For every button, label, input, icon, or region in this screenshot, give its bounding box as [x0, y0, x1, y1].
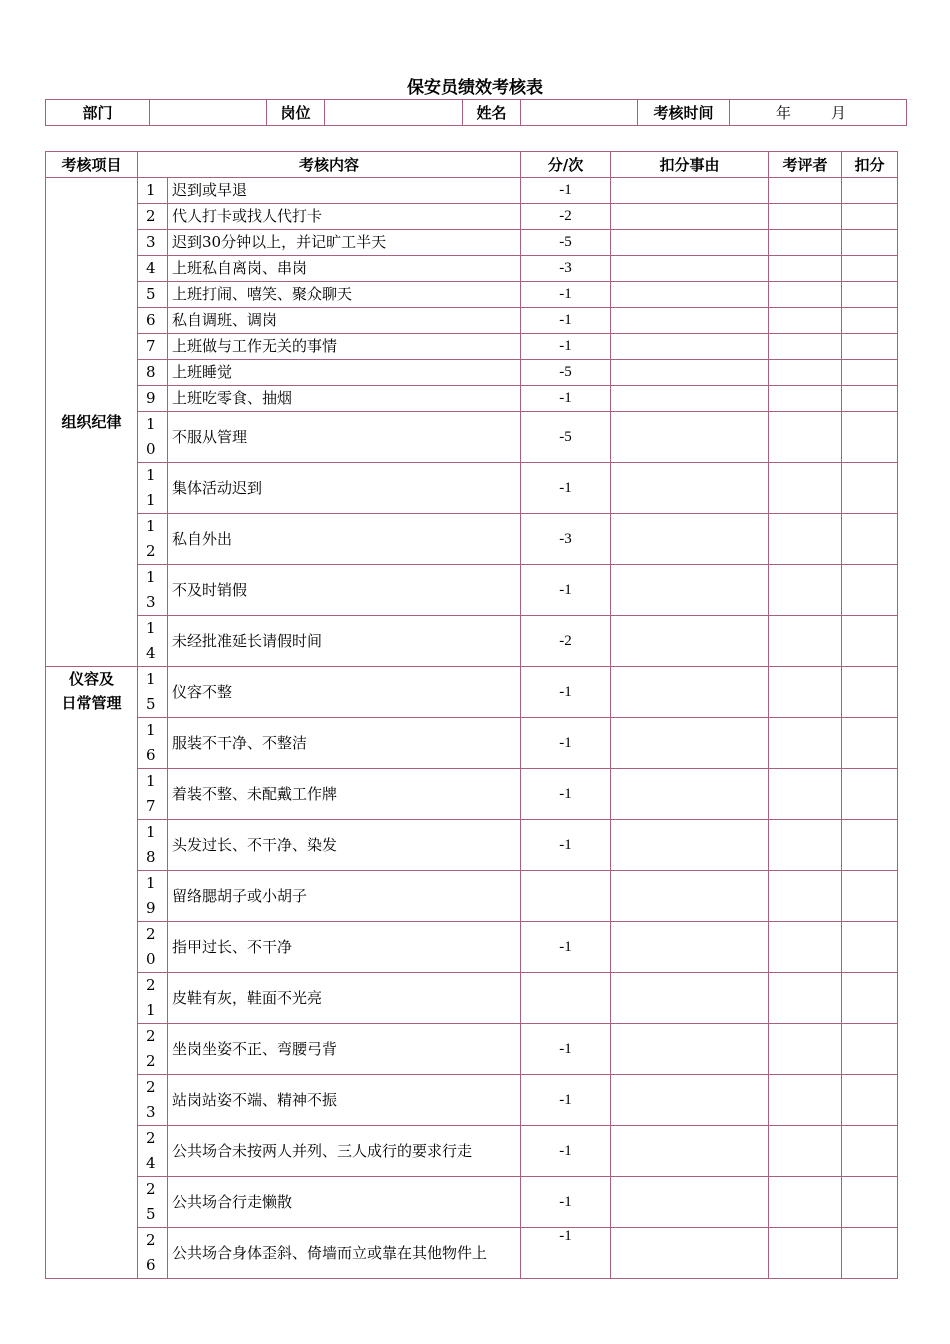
table-row [46, 973, 898, 1024]
deduction-cell[interactable] [842, 204, 898, 230]
item-description: 公共场合身体歪斜、倚墙而立或靠在其他物件上 [168, 1228, 521, 1279]
deduction-cell[interactable] [842, 973, 898, 1024]
item-points: -1 [521, 922, 611, 973]
item-description: 集体活动迟到 [168, 463, 521, 514]
deduction-cell[interactable] [842, 1177, 898, 1228]
table-row [46, 360, 898, 386]
deduction-cell[interactable] [842, 616, 898, 667]
item-points: -1 [521, 386, 611, 412]
table-row [46, 178, 898, 204]
table-row [46, 1075, 898, 1126]
reviewer-cell[interactable] [769, 1126, 842, 1177]
item-number: 1 9 [138, 871, 168, 922]
item-description: 皮鞋有灰，鞋面不光亮 [168, 973, 521, 1024]
assessment-table [45, 151, 898, 1279]
item-points: -1 [521, 769, 611, 820]
category-appearance-line1: 仪容及 [68, 670, 114, 688]
post-field[interactable] [325, 100, 463, 126]
item-number: 3 [138, 230, 168, 256]
reason-cell[interactable] [611, 1228, 769, 1279]
item-description: 服装不干净、不整洁 [168, 718, 521, 769]
table-row [46, 871, 898, 922]
item-points: -1 [521, 178, 611, 204]
item-points: -1 [521, 718, 611, 769]
deduction-cell[interactable] [842, 667, 898, 718]
deduction-cell[interactable] [842, 360, 898, 386]
table-row [46, 769, 898, 820]
reason-cell[interactable] [611, 412, 769, 463]
item-number: 5 [138, 282, 168, 308]
reason-cell[interactable] [611, 973, 769, 1024]
deduction-cell[interactable] [842, 178, 898, 204]
deduction-cell[interactable] [842, 282, 898, 308]
item-number: 1 7 [138, 769, 168, 820]
item-points: -1 [521, 565, 611, 616]
reason-cell[interactable] [611, 178, 769, 204]
reviewer-cell[interactable] [769, 412, 842, 463]
deduction-cell[interactable] [842, 386, 898, 412]
reviewer-cell[interactable] [769, 256, 842, 282]
item-points: -1 [521, 667, 611, 718]
item-points [521, 973, 611, 1024]
item-number: 8 [138, 360, 168, 386]
reason-cell[interactable] [611, 256, 769, 282]
reviewer-cell[interactable] [769, 204, 842, 230]
item-number: 7 [138, 334, 168, 360]
reason-cell[interactable] [611, 360, 769, 386]
item-description: 上班做与工作无关的事情 [168, 334, 521, 360]
item-description: 留络腮胡子或小胡子 [168, 871, 521, 922]
reviewer-cell[interactable] [769, 178, 842, 204]
time-field[interactable] [730, 100, 907, 126]
item-description: 上班吃零食、抽烟 [168, 386, 521, 412]
item-description: 私自调班、调岗 [168, 308, 521, 334]
reviewer-cell[interactable] [769, 565, 842, 616]
table-row [46, 230, 898, 256]
reviewer-cell[interactable] [769, 871, 842, 922]
item-description: 迟到或早退 [168, 178, 521, 204]
table-row [46, 616, 898, 667]
table-row [46, 282, 898, 308]
year-label: 年 [775, 104, 791, 122]
item-number: 1 0 [138, 412, 168, 463]
item-points: -3 [521, 514, 611, 565]
reviewer-cell[interactable] [769, 360, 842, 386]
item-description: 公共场合未按两人并列、三人成行的要求行走 [168, 1126, 521, 1177]
item-number: 2 4 [138, 1126, 168, 1177]
table-row [46, 386, 898, 412]
table-row [46, 308, 898, 334]
name-label: 姓名 [463, 100, 521, 126]
reason-cell[interactable] [611, 514, 769, 565]
item-number: 1 8 [138, 820, 168, 871]
item-description: 着装不整、未配戴工作牌 [168, 769, 521, 820]
header-info-table [45, 99, 907, 126]
item-points: -1 [521, 1024, 611, 1075]
reviewer-cell[interactable] [769, 616, 842, 667]
deduction-cell[interactable] [842, 565, 898, 616]
item-number: 4 [138, 256, 168, 282]
item-number: 9 [138, 386, 168, 412]
item-description: 上班私自离岗、串岗 [168, 256, 521, 282]
reviewer-cell[interactable] [769, 820, 842, 871]
item-description: 仪容不整 [168, 667, 521, 718]
table-row [46, 718, 898, 769]
item-points: -3 [521, 256, 611, 282]
deduction-cell[interactable] [842, 1126, 898, 1177]
reason-cell[interactable] [611, 1075, 769, 1126]
table-row [46, 412, 898, 463]
table-row [46, 1126, 898, 1177]
deduction-cell[interactable] [842, 769, 898, 820]
dept-label: 部门 [46, 100, 150, 126]
name-field[interactable] [521, 100, 638, 126]
table-row [46, 256, 898, 282]
col-header-item: 考核项目 [46, 152, 138, 178]
deduction-cell[interactable] [842, 871, 898, 922]
item-number: 1 4 [138, 616, 168, 667]
col-header-reason: 扣分事由 [611, 152, 769, 178]
item-points: -5 [521, 360, 611, 386]
reason-cell[interactable] [611, 820, 769, 871]
col-header-points: 分/次 [521, 152, 611, 178]
deduction-cell[interactable] [842, 820, 898, 871]
item-number: 1 6 [138, 718, 168, 769]
deduction-cell[interactable] [842, 514, 898, 565]
item-points: -1 [521, 334, 611, 360]
time-label: 考核时间 [638, 100, 730, 126]
reason-cell[interactable] [611, 922, 769, 973]
dept-field[interactable] [150, 100, 267, 126]
table-row [46, 1228, 898, 1279]
reason-cell[interactable] [611, 667, 769, 718]
reason-cell[interactable] [611, 565, 769, 616]
table-row [46, 565, 898, 616]
item-points: -1 [521, 1177, 611, 1228]
category-appearance-line2: 日常管理 [61, 694, 122, 712]
deduction-cell[interactable] [842, 922, 898, 973]
table-row [46, 463, 898, 514]
item-number: 1 5 [138, 667, 168, 718]
reviewer-cell[interactable] [769, 386, 842, 412]
item-number: 2 2 [138, 1024, 168, 1075]
item-points [521, 871, 611, 922]
item-description: 代人打卡或找人代打卡 [168, 204, 521, 230]
item-description: 未经批准延长请假时间 [168, 616, 521, 667]
item-number: 6 [138, 308, 168, 334]
deduction-cell[interactable] [842, 1024, 898, 1075]
reviewer-cell[interactable] [769, 514, 842, 565]
table-row [46, 1177, 898, 1228]
item-points: -1 [521, 1075, 611, 1126]
col-header-deduction: 扣分 [842, 152, 898, 178]
table-row [46, 334, 898, 360]
deduction-cell[interactable] [842, 463, 898, 514]
reason-cell[interactable] [611, 616, 769, 667]
reason-cell[interactable] [611, 230, 769, 256]
deduction-cell[interactable] [842, 334, 898, 360]
item-description: 站岗站姿不端、精神不振 [168, 1075, 521, 1126]
reviewer-cell[interactable] [769, 230, 842, 256]
table-row [46, 922, 898, 973]
form-title: 保安员绩效考核表 [407, 78, 543, 98]
item-number: 2 6 [138, 1228, 168, 1279]
reviewer-cell[interactable] [769, 667, 842, 718]
category-appearance [46, 667, 138, 1279]
reason-cell[interactable] [611, 1024, 769, 1075]
item-points: -1 [521, 1126, 611, 1177]
reviewer-cell[interactable] [769, 1177, 842, 1228]
reason-cell[interactable] [611, 1126, 769, 1177]
category-discipline: 组织纪律 [46, 178, 138, 667]
reason-cell[interactable] [611, 334, 769, 360]
item-description: 不服从管理 [168, 412, 521, 463]
item-points: -2 [521, 204, 611, 230]
table-row [46, 514, 898, 565]
deduction-cell[interactable] [842, 1228, 898, 1279]
item-points: -1 [521, 820, 611, 871]
reviewer-cell[interactable] [769, 973, 842, 1024]
item-description: 指甲过长、不干净 [168, 922, 521, 973]
reason-cell[interactable] [611, 871, 769, 922]
reason-cell[interactable] [611, 1177, 769, 1228]
deduction-cell[interactable] [842, 230, 898, 256]
item-number: 1 1 [138, 463, 168, 514]
item-description: 上班睡觉 [168, 360, 521, 386]
reviewer-cell[interactable] [769, 463, 842, 514]
item-description: 头发过长、不干净、染发 [168, 820, 521, 871]
table-row [46, 204, 898, 230]
item-points: -5 [521, 412, 611, 463]
col-header-content: 考核内容 [138, 152, 521, 178]
reviewer-cell[interactable] [769, 1075, 842, 1126]
item-points: -5 [521, 230, 611, 256]
reason-cell[interactable] [611, 308, 769, 334]
item-number: 1 2 [138, 514, 168, 565]
item-number: 2 3 [138, 1075, 168, 1126]
col-header-reviewer: 考评者 [769, 152, 842, 178]
reason-cell[interactable] [611, 386, 769, 412]
item-number: 1 3 [138, 565, 168, 616]
table-row [46, 820, 898, 871]
item-points: -1 [521, 463, 611, 514]
item-points: -1 [521, 308, 611, 334]
item-number: 2 0 [138, 922, 168, 973]
item-description: 公共场合行走懒散 [168, 1177, 521, 1228]
item-description: 不及时销假 [168, 565, 521, 616]
deduction-cell[interactable] [842, 308, 898, 334]
item-description: 迟到30分钟以上，并记旷工半天 [168, 230, 521, 256]
item-description: 私自外出 [168, 514, 521, 565]
reviewer-cell[interactable] [769, 718, 842, 769]
table-row [46, 667, 898, 718]
month-label: 月 [831, 104, 847, 122]
item-points: -1 [521, 1228, 611, 1279]
reviewer-cell[interactable] [769, 308, 842, 334]
reason-cell[interactable] [611, 204, 769, 230]
item-points: -1 [521, 282, 611, 308]
reason-cell[interactable] [611, 718, 769, 769]
item-number: 2 [138, 204, 168, 230]
deduction-cell[interactable] [842, 412, 898, 463]
reason-cell[interactable] [611, 769, 769, 820]
deduction-cell[interactable] [842, 718, 898, 769]
item-description: 坐岗坐姿不正、弯腰弓背 [168, 1024, 521, 1075]
item-points: -2 [521, 616, 611, 667]
reviewer-cell[interactable] [769, 769, 842, 820]
item-number: 1 [138, 178, 168, 204]
post-label: 岗位 [267, 100, 325, 126]
reason-cell[interactable] [611, 282, 769, 308]
reviewer-cell[interactable] [769, 1228, 842, 1279]
reviewer-cell[interactable] [769, 922, 842, 973]
item-description: 上班打闹、嘻笑、聚众聊天 [168, 282, 521, 308]
table-row [46, 1024, 898, 1075]
deduction-cell[interactable] [842, 1075, 898, 1126]
reviewer-cell[interactable] [769, 334, 842, 360]
reviewer-cell[interactable] [769, 282, 842, 308]
reviewer-cell[interactable] [769, 1024, 842, 1075]
item-number: 2 5 [138, 1177, 168, 1228]
reason-cell[interactable] [611, 463, 769, 514]
deduction-cell[interactable] [842, 256, 898, 282]
item-number: 2 1 [138, 973, 168, 1024]
